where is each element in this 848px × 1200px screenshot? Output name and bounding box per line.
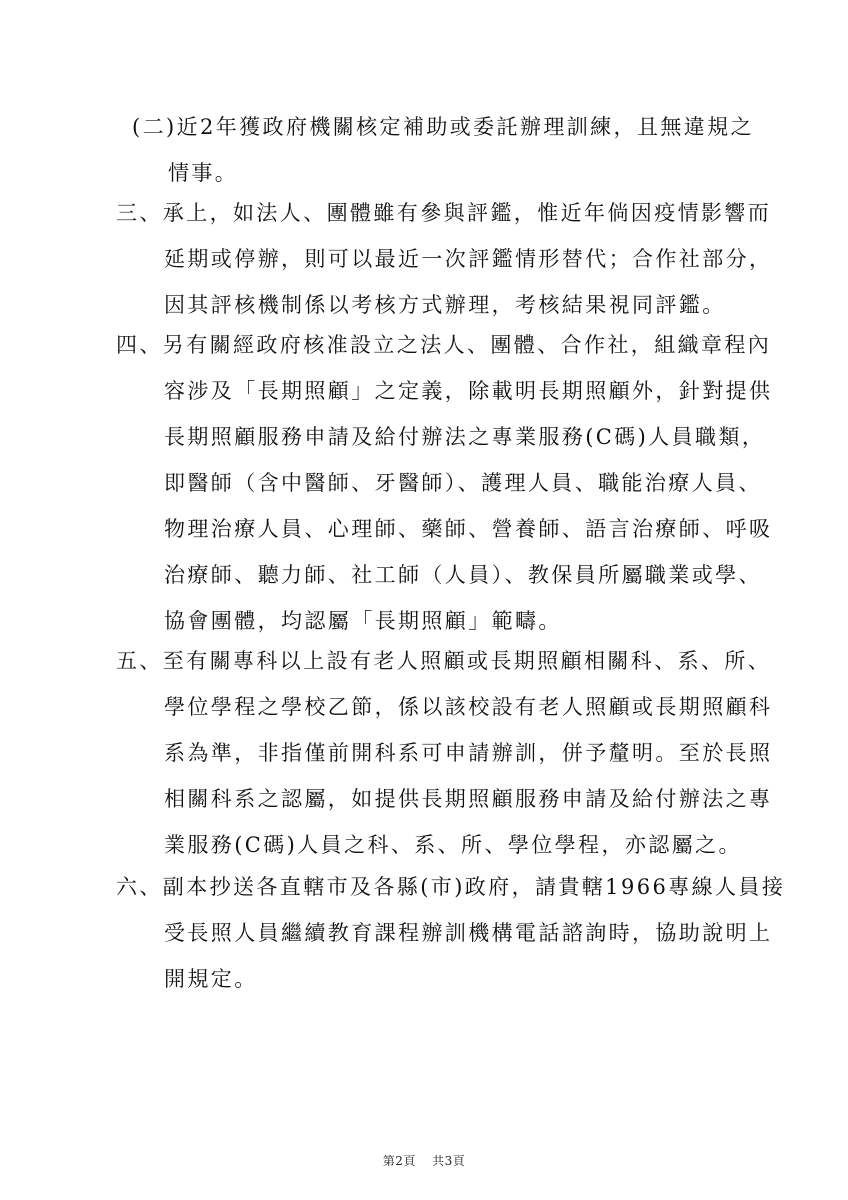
item-5 [116, 638, 776, 868]
paragraph-line: 協會團體，均認屬「長期照顧」範疇。 [164, 609, 562, 633]
paragraph-line: 長期照顧服務申請及給付辦法之專業服務(C碼)人員職類， [164, 425, 766, 449]
paragraph-line: 業服務(C碼)人員之科、系、所、學位學程，亦認屬之。 [164, 833, 742, 857]
paragraph-line: 相關科系之認屬，如提供長期照顧服務申請及給付辦法之專 [164, 787, 773, 811]
paragraph-line: 學位學程之學校乙節，係以該校設有老人照顧或長期照顧科 [164, 695, 773, 719]
item-3 [116, 190, 776, 328]
paragraph-line: 情事。 [168, 161, 239, 185]
item-4 [116, 322, 776, 644]
page-number: 第2頁 [382, 1154, 416, 1168]
paragraph-line: 因其評核機制係以考核方式辦理，考核結果視同評鑑。 [164, 293, 726, 317]
paragraph-line: 容涉及「長期照顧」之定義，除載明長期照顧外，針對提供 [164, 379, 773, 403]
sub-item-2 [116, 104, 766, 196]
paragraph-line: 受長照人員繼續教育課程辦訓機構電話諮詢時，協助說明上 [164, 921, 773, 945]
paragraph-line: 四、另有關經政府核准設立之法人、團體、合作社，組織章程內 [116, 333, 772, 357]
item-6 [116, 864, 786, 1002]
page-footer [0, 1152, 848, 1169]
paragraph-line: 即醫師（含中醫師、牙醫師）、護理人員、職能治療人員、 [164, 471, 762, 495]
paragraph-line: 六、副本抄送各直轄市及各縣(市)政府，請貴轄1966專線人員接 [116, 875, 786, 899]
paragraph-line: 三、承上，如法人、團體雖有參與評鑑，惟近年倘因疫情影響而 [116, 201, 772, 225]
paragraph-line: 開規定。 [164, 967, 258, 991]
paragraph-line: 五、至有關專科以上設有老人照顧或長期照顧相關科、系、所、 [116, 649, 772, 673]
paragraph-line: 系為準，非指僅前開科系可申請辦訓，併予釐明。至於長照 [164, 741, 773, 765]
paragraph-line: 治療師、聽力師、社工師（人員）、教保員所屬職業或學、 [164, 563, 762, 587]
page-total: 共3頁 [432, 1154, 466, 1168]
paragraph-line: 延期或停辦，則可以最近一次評鑑情形替代；合作社部分， [164, 247, 773, 271]
paragraph-line: (二)近2年獲政府機關核定補助或委託辦理訓練，且無違規之 [132, 115, 754, 139]
paragraph-line: 物理治療人員、心理師、藥師、營養師、語言治療師、呼吸 [164, 517, 773, 541]
